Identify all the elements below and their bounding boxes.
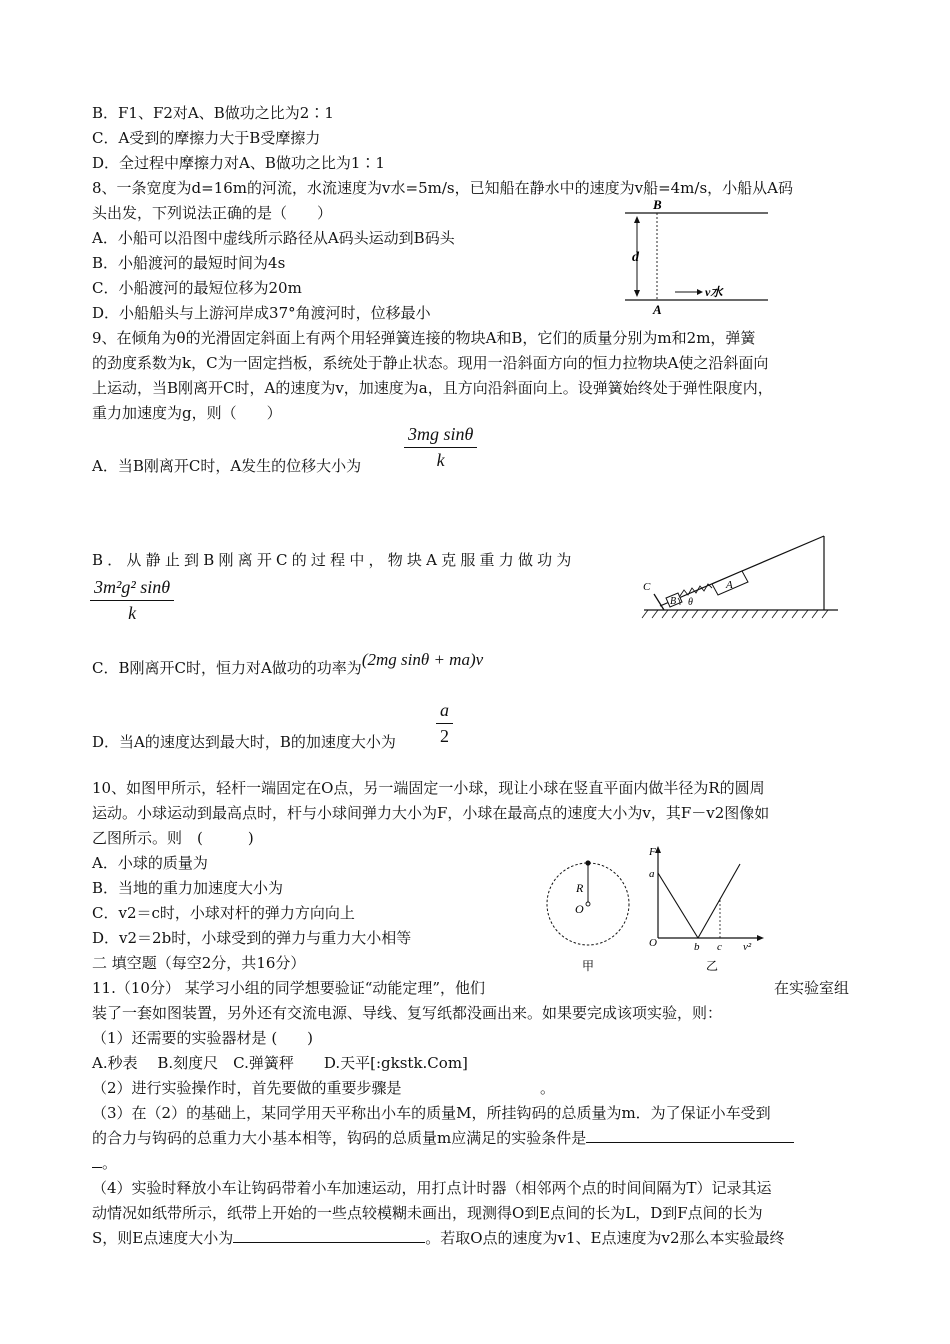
q11-part1-options: A.秒表 B.刻度尺 C.弹簧秤 D.天平[:gkstk.Com] <box>92 1054 468 1072</box>
q11-stem-line2: 装了一套如图装置，另外还有交流电源、导线、复写纸都没画出来。如果要完成该项实验，则： <box>92 1004 723 1022</box>
q8-stem-line2: 头出发，下列说法正确的是（ ） <box>92 204 333 222</box>
river-point-b: B <box>653 197 662 212</box>
q11-part4-line3 <box>92 1228 785 1248</box>
q11-stem-line1: 11.（10分） 某学习小组的同学想要验证“动能定理”，他们 <box>92 979 486 997</box>
incline-figure <box>638 532 848 622</box>
q9c-formula: (2mg sinθ + ma)v <box>361 650 484 669</box>
graph-y-axis-label: F <box>649 846 656 858</box>
q9d-denominator: 2 <box>440 726 449 746</box>
q9-stem-line2: 的劲度系数为k，C为一固定挡板，系统处于静止状态。现用一沿斜面方向的恒力拉物块A使之沿斜面向 <box>92 354 769 372</box>
q7-option-c: C．A受到的摩擦力大于B受摩擦力 <box>92 129 321 147</box>
q11-part3-line2 <box>92 1128 794 1148</box>
graph-label-c: c <box>717 941 722 953</box>
q11-part4-blank[interactable] <box>233 1228 425 1243</box>
q11-part3-end: 。 <box>102 1154 118 1172</box>
q7-option-b: B．F1、F2对A、B做功之比为2∶1 <box>92 104 334 122</box>
q11-part1: （1）还需要的实验器材是 ( ) <box>92 1029 314 1047</box>
graph-x-axis-label: v² <box>743 941 752 953</box>
q8-stem-line1: 8、一条宽度为d=16m的河流，水流速度为v水=5m/s，已知船在静水中的速度为v船=4m/s，小船从A码 <box>92 179 793 197</box>
graph-figure <box>640 842 770 977</box>
q11-part3-text: 的合力与钩码的总重力大小基本相等，钩码的总质量m应满足的实验条件是 <box>92 1129 587 1147</box>
q9d-formula <box>436 700 453 747</box>
incline-label-b: B <box>670 596 677 607</box>
q9-option-c <box>92 650 484 678</box>
q8-option-a: A．小船可以沿图中虚线所示路径从A码头运动到B码头 <box>92 229 455 247</box>
q9a-numerator: 3mg sinθ <box>404 424 477 448</box>
q10-stem-line3: 乙图所示。则 ( ) <box>92 829 254 847</box>
river-figure <box>615 196 775 318</box>
q9-stem-line4: 重力加速度为g，则（ ） <box>92 404 282 422</box>
q8-option-b: B．小船渡河的最短时间为4s <box>92 254 286 272</box>
q10-option-c: C．v2＝c时，小球对杆的弹力方向向上 <box>92 904 355 922</box>
q9b-formula <box>90 577 174 624</box>
q8-option-c: C．小船渡河的最短位移为20m <box>92 279 302 297</box>
q8-option-d: D．小船船头与上游河岸成37°角渡河时，位移最小 <box>92 304 431 322</box>
incline-label-a: A <box>726 579 733 591</box>
q11-part4-line1: （4）实验时释放小车让钩码带着小车加速运动，用打点计时器（相邻两个点的时间间隔为T）记录其运 <box>92 1179 772 1197</box>
graph-origin-label: O <box>649 937 657 949</box>
q11-part4-line2: 动情况如纸带所示，纸带上开始的一些点较模糊未画出，现测得O到E点间的长为L，D到F点间的长为 <box>92 1204 763 1222</box>
q11-part3-blank[interactable] <box>586 1128 794 1143</box>
section-2-title: 二 填空题（每空2分，共16分） <box>92 954 306 972</box>
q9a-formula <box>404 424 477 471</box>
graph-label-b: b <box>694 941 700 953</box>
graph-caption: 乙 <box>706 959 719 973</box>
circle-radius-label: R <box>576 881 584 895</box>
q11-part3-line1: （3）在（2）的基础上，某同学用天平称出小车的质量M，所挂钩码的总质量为m．为了保证小车受到 <box>92 1104 771 1122</box>
river-flow-label: v水 <box>705 285 723 299</box>
q10-option-a: A．小球的质量为 <box>92 854 208 872</box>
circle-figure <box>540 852 640 977</box>
circle-center-label: O <box>575 902 584 916</box>
q9a-denominator: k <box>436 450 445 470</box>
incline-angle-label: θ <box>688 597 693 608</box>
incline-label-c: C <box>643 581 651 593</box>
circle-caption: 甲 <box>582 959 595 973</box>
river-point-a: A <box>653 302 662 317</box>
q11-part3-blank-cont[interactable] <box>92 1153 102 1168</box>
q9b-numerator: 3m²g² sinθ <box>90 577 174 601</box>
q11-stem-line1-tail: 在实验室组 <box>774 979 850 997</box>
graph-label-a: a <box>649 868 655 880</box>
q9b-denominator: k <box>128 603 137 623</box>
q9d-numerator: a <box>436 700 453 724</box>
q10-stem-line2: 运动。小球运动到最高点时，杆与小球间弹力大小为F，小球在最高点的速度大小为v，其F－v2图像如 <box>92 804 770 822</box>
q9-stem-line1: 9、在倾角为θ的光滑固定斜面上有两个用轻弹簧连接的物块A和B，它们的质量分别为m和2m，弹簧 <box>92 329 756 347</box>
q9c-text: C．B刚离开C时，恒力对A做功的功率为 <box>92 659 362 677</box>
q11-part2: （2）进行实验操作时，首先要做的重要步骤是 <box>92 1079 402 1097</box>
q9-option-a: A．当B刚离开C时，A发生的位移大小为 <box>92 457 362 475</box>
q10-option-b: B．当地的重力加速度大小为 <box>92 879 284 897</box>
q9-option-b: B．从静止到B刚离开C的过程中，物块A克服重力做功为 <box>92 551 576 569</box>
q10-stem-line1: 10、如图甲所示，轻杆一端固定在O点，另一端固定一小球，现让小球在竖直平面内做半径为R的圆周 <box>92 779 765 797</box>
q11-part2-end: 。 <box>540 1079 556 1097</box>
river-width-label: d <box>632 250 639 265</box>
q7-option-d: D．全过程中摩擦力对A、B做功之比为1∶1 <box>92 154 385 172</box>
q9-stem-line3: 上运动，当B刚离开C时，A的速度为v，加速度为a，且方向沿斜面向上。设弹簧始终处于弹性限度内， <box>92 379 773 397</box>
q11-part4-tail: 。若取O点的速度为v1、E点速度为v2那么本实验最终 <box>425 1229 785 1247</box>
q11-part4-text: S，则E点速度大小为 <box>92 1229 234 1247</box>
q10-option-d: D．v2＝2b时，小球受到的弹力与重力大小相等 <box>92 929 412 947</box>
q9-option-d: D．当A的速度达到最大时，B的加速度大小为 <box>92 733 396 751</box>
q11-part3-line3 <box>92 1153 117 1173</box>
